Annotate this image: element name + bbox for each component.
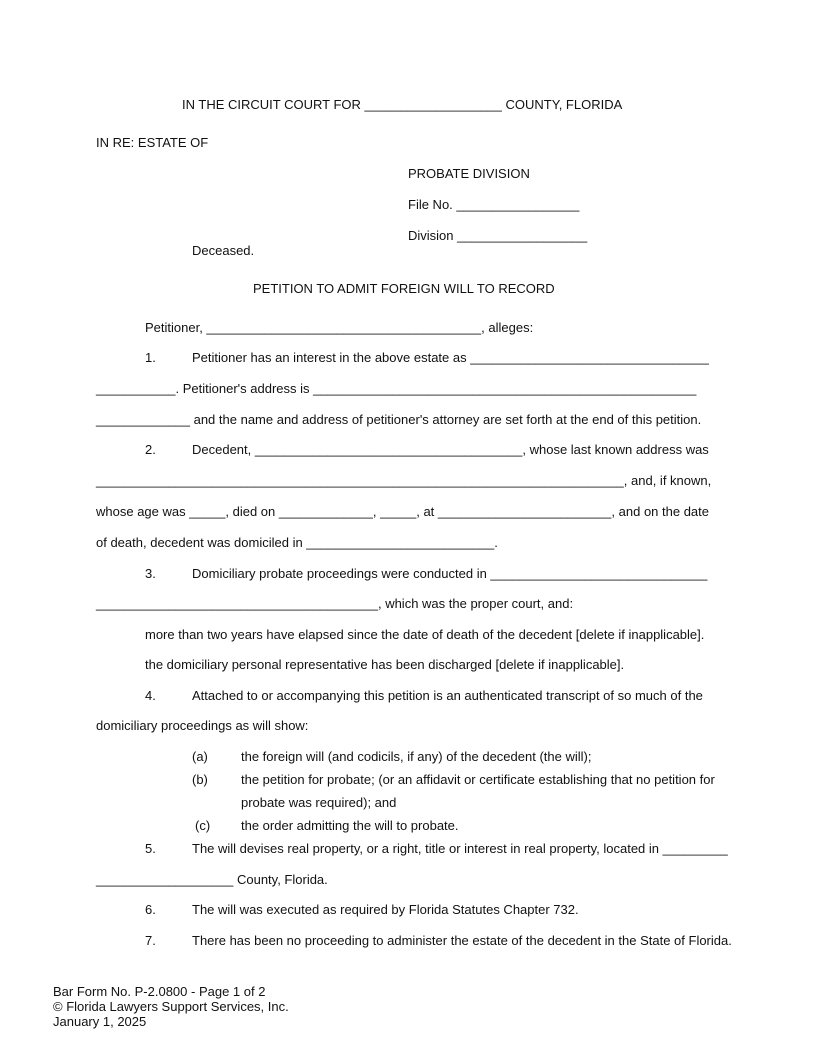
- paragraph-number: 5.: [145, 841, 156, 856]
- paragraph-1-line-2: ___________. Petitioner's address is _____________________________________________________: [96, 381, 697, 396]
- paragraph-3-option-1: more than two years have elapsed since the date of death of the decedent [delete if inapplicable].: [145, 627, 705, 642]
- probate-division: PROBATE DIVISION: [408, 166, 530, 181]
- paragraph-6-line-1: The will was executed as required by Florida Statutes Chapter 732.: [192, 902, 579, 917]
- paragraph-5-line-1: The will devises real property, or a right, title or interest in real property, located in _________: [192, 841, 728, 856]
- in-re-estate: IN RE: ESTATE OF: [96, 135, 209, 150]
- paragraph-3-option-2: the domiciliary personal representative has been discharged [delete if inapplicable].: [145, 657, 625, 672]
- paragraph-5-line-2: ___________________ County, Florida.: [96, 872, 328, 887]
- paragraph-7-line-1: There has been no proceeding to administer the estate of the decedent in the State of Florida.: [192, 933, 732, 948]
- petition-title: PETITION TO ADMIT FOREIGN WILL TO RECORD: [253, 281, 555, 296]
- paragraph-2-line-1: Decedent, _____________________________________, whose last known address was: [192, 442, 709, 457]
- paragraph-number: 2.: [145, 442, 156, 457]
- list-item-text-continued: probate was required); and: [241, 795, 397, 810]
- petitioner-line: Petitioner, ______________________________________, alleges:: [145, 320, 534, 335]
- paragraph-1-line-3: _____________ and the name and address of petitioner's attorney are set forth at the end of this petition.: [96, 412, 702, 427]
- page-footer: [53, 984, 289, 1029]
- paragraph-3-line-2: _______________________________________, which was the proper court, and:: [96, 596, 574, 611]
- paragraph-number: 3.: [145, 566, 156, 581]
- court-caption: IN THE CIRCUIT COURT FOR ___________________ COUNTY, FLORIDA: [182, 97, 623, 112]
- list-item-text: the petition for probate; (or an affidavit or certificate establishing that no petition for: [241, 772, 715, 787]
- copyright: © Florida Lawyers Support Services, Inc.: [53, 999, 289, 1014]
- paragraph-4-line-2: domiciliary proceedings as will show:: [96, 718, 309, 733]
- paragraph-2-line-3: whose age was _____, died on _____________, _____, at ________________________, and on the date: [96, 504, 709, 519]
- deceased-label: Deceased.: [192, 243, 255, 258]
- paragraph-4-line-1: Attached to or accompanying this petition is an authenticated transcript of so much of the: [192, 688, 703, 703]
- form-date: January 1, 2025: [53, 1014, 147, 1029]
- paragraph-3-line-1: Domiciliary probate proceedings were conducted in ______________________________: [192, 566, 708, 581]
- paragraph-number: 1.: [145, 350, 156, 365]
- list-item-label: (c): [195, 818, 211, 833]
- paragraph-2-line-2: _________________________________________________________________________, and, if known,: [96, 473, 712, 488]
- division: Division __________________: [408, 228, 588, 243]
- list-item-text: the order admitting the will to probate.: [241, 818, 459, 833]
- list-item-label: (b): [192, 772, 208, 787]
- paragraph-number: 7.: [145, 933, 156, 948]
- list-item-text: the foreign will (and codicils, if any) of the decedent (the will);: [241, 749, 592, 764]
- paragraph-1-line-1: Petitioner has an interest in the above estate as _________________________________: [192, 350, 709, 365]
- form-number: Bar Form No. P-2.0800 - Page 1 of 2: [53, 984, 266, 999]
- list-item-label: (a): [192, 749, 208, 764]
- paragraph-number: 6.: [145, 902, 156, 917]
- paragraph-number: 4.: [145, 688, 156, 703]
- paragraph-2-line-4: of death, decedent was domiciled in __________________________.: [96, 535, 498, 550]
- file-no: File No. _________________: [408, 197, 580, 212]
